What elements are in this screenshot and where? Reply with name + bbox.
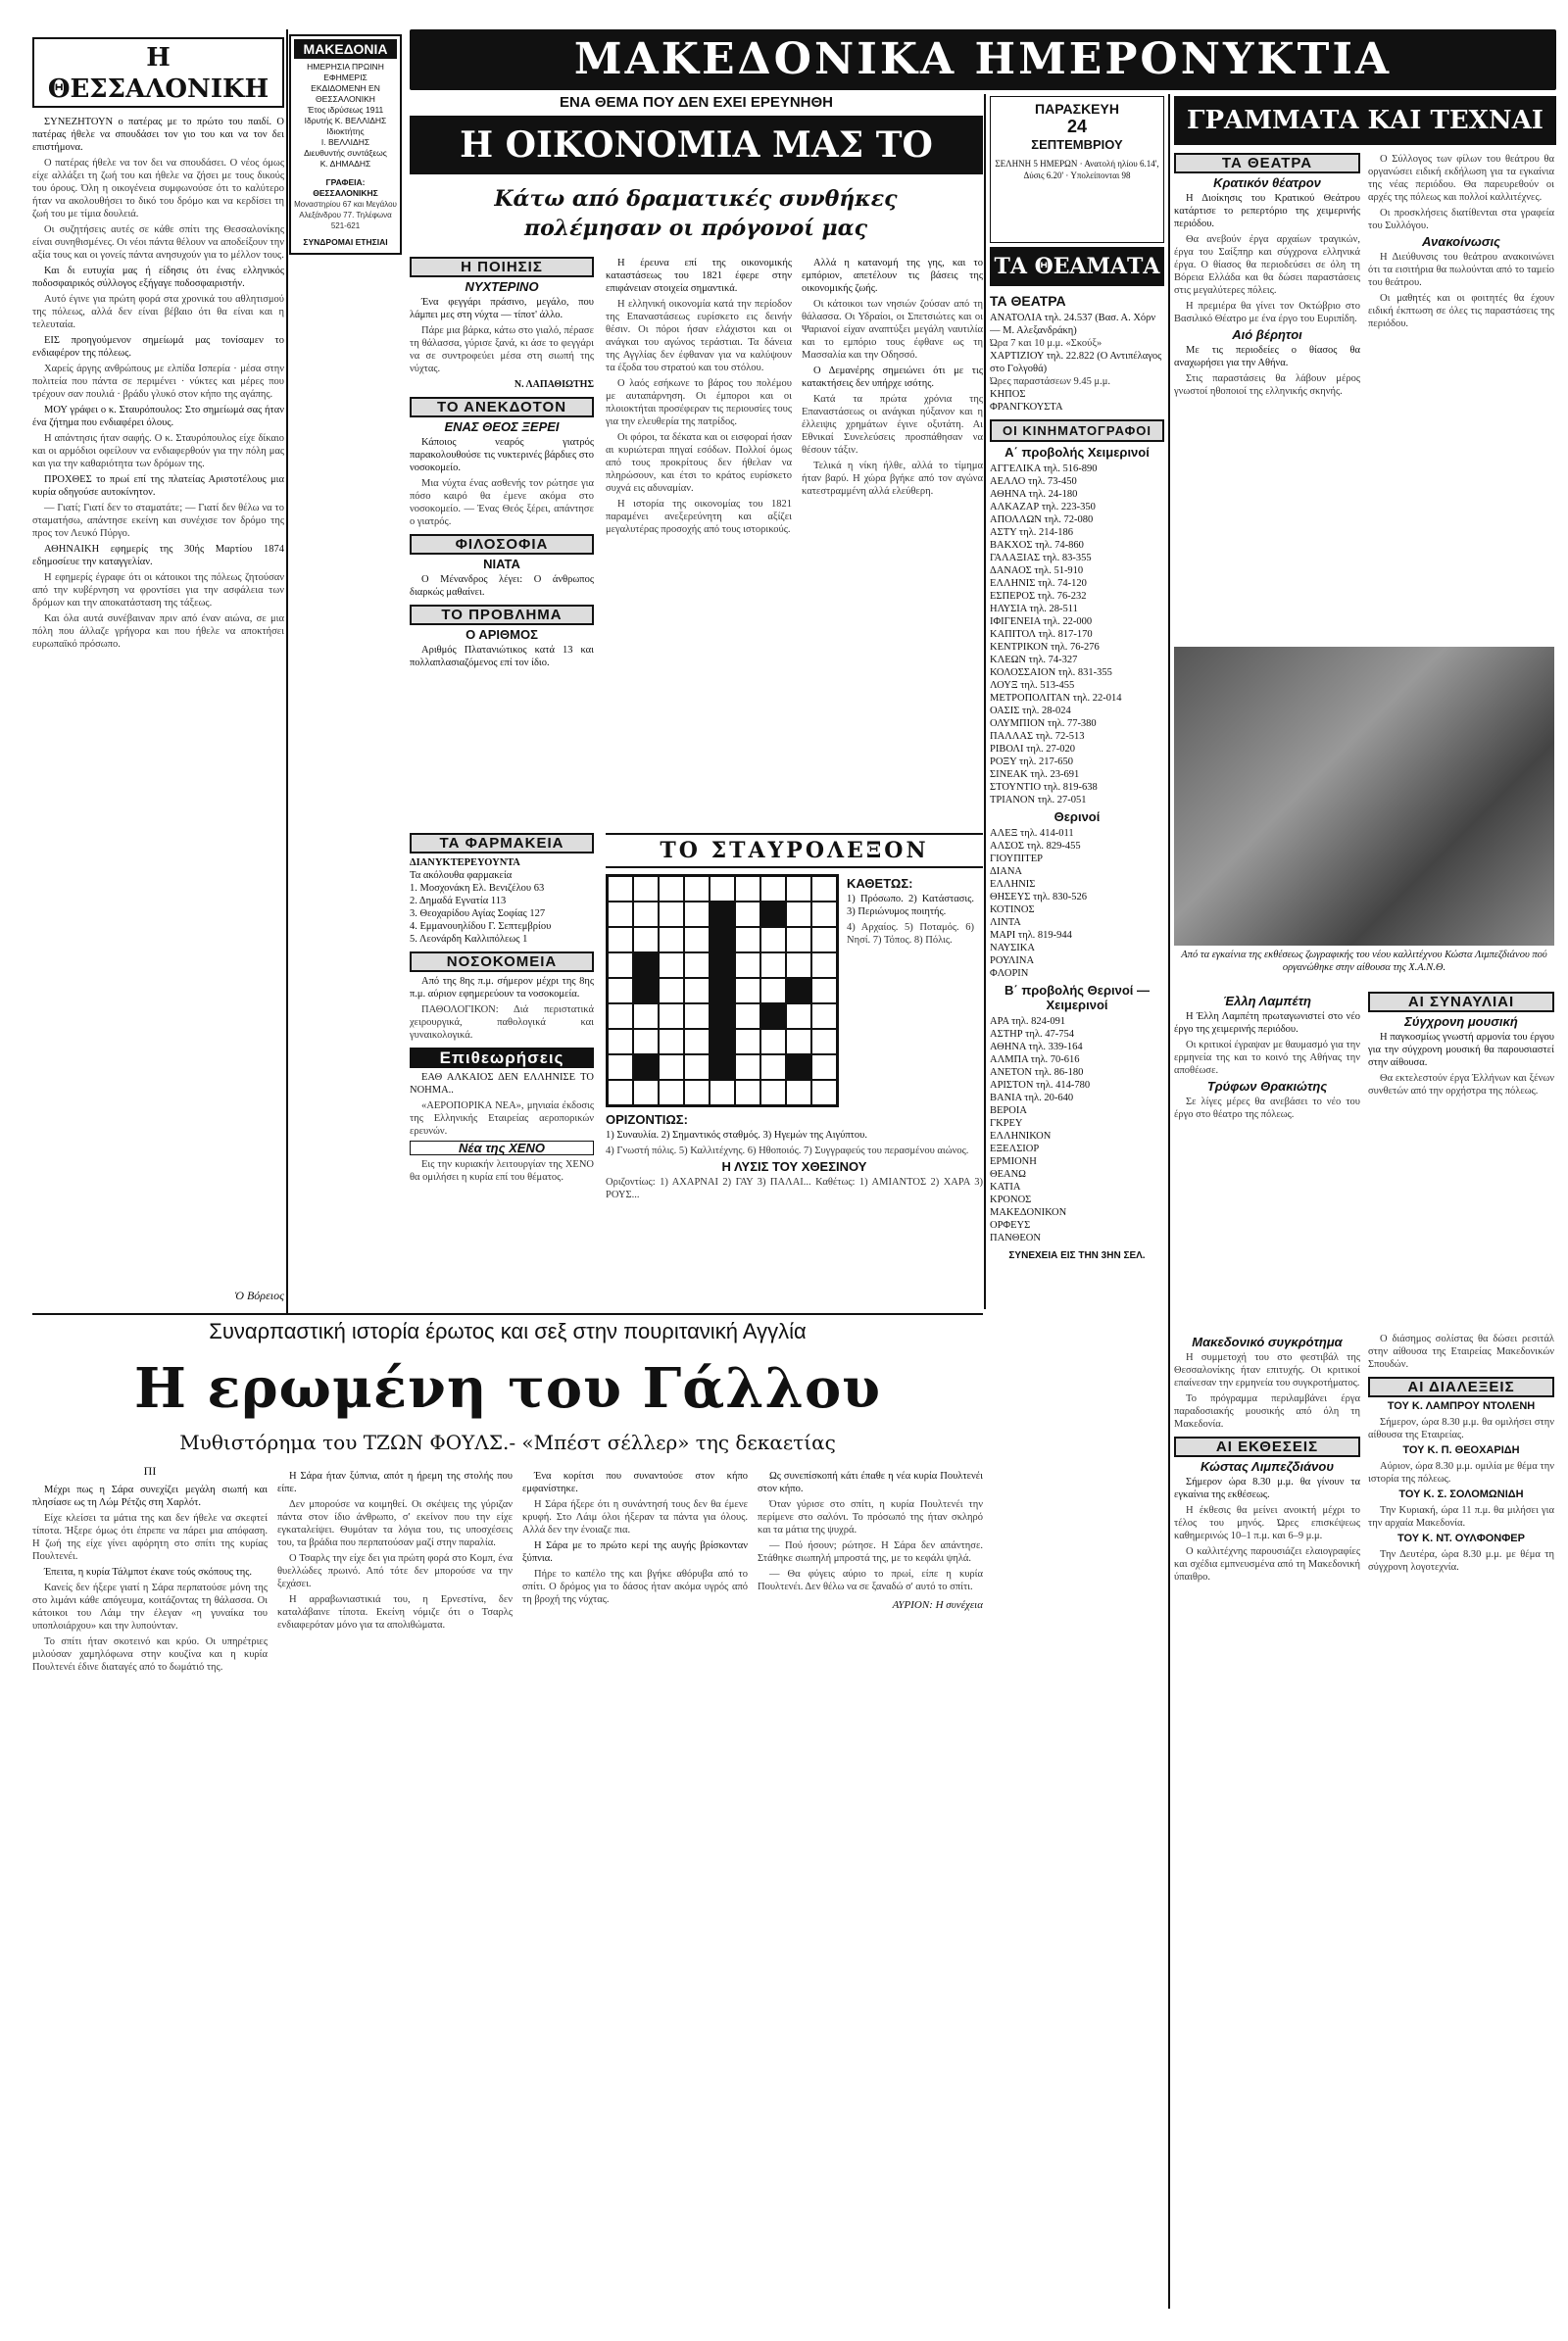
crossword-across: 1) Συναυλία. 2) Σημαντικός σταθμός. 3) Ηγεμών της Αιγύπτου. [606,1130,867,1141]
oikonomia-col-1: Η ΠΟΙΗΣΙΣ ΝΥΧΤΕΡΙΝΟ Ένα φεγγάρι πράσινο, μεγάλο, που λάμπει μες στη νύχτα — τίποτ' άλλο. Πάρε μια βάρκα, κάτω στο γιαλό, πέρασε τη θάλασσα, γύρισε ξανά, κι άσε το φεγγάρι να σε συντροφεύει μέσα στη σιωπή της νύχτας. Ν. ΛΑΠΑΘΙΩΤΗΣ ΤΟ ΑΝΕΚΔΟΤΟΝ ΕΝΑΣ ΘΕΟΣ ΞΕΡΕΙ Κάποιος νεαρός γιατρός παρακολουθούσε τις νυκτερινές βάρδιες στο νοσοκομείο. Μια νύχτα ένας ασθενής τον ρώτησε για πόσο καιρό θα έμενε ακόμα στο νοσοκομείο. — Ένας Θεός ξέρει, απάντησε ο γιατρός. ΦΙΛΟΣΟΦΙΑ ΝΙΑΤΑ Ο Μένανδρος λέγει: Ο άνθρωπος διαρκώς μαθαίνει. ΤΟ ΠΡΟΒΛΗΜΑ Ο ΑΡΙΘΜΟΣ Αριθμός Πλατανιώτικος κατά 13 και πολλαπλασιαζόμενος επί τον ίδιο. [410,259,594,668]
crossword-cell [786,1003,811,1029]
poem: Ένα φεγγάρι πράσινο, μεγάλο, που λάμπει μες στη νύχτα — τίποτ' άλλο. [410,297,594,320]
hospital-title: ΝΟΣΟΚΟΜΕΙΑ [410,951,594,972]
cinema-item: ΛΟΥΞ τηλ. 513-455 [990,680,1075,691]
second-run-cinema-item: ΑΡΙΣΤΟΝ τηλ. 414-780 [990,1080,1091,1091]
crossword-cell [633,1054,659,1080]
crossword-cell [659,1029,684,1054]
second-run-cinema-item: ΓΚΡΕΥ [990,1118,1023,1129]
right-col-e: Μακεδονικό συγκρότημα Η συμμετοχή του στο φεστιβάλ της Θεσσαλονίκης ήταν επιτυχής. Οι κριτικοί επαίνεσαν την ερμηνεία του συγκροτήματος. Το πρόγραμμα περιλαμβάνει έργα παραδοσιακής μουσικής από όλη τη Μακεδονία. ΑΙ ΕΚΘΕΣΕΙΣ Κώστας Λιμπεζδιάνου Σήμερον ώρα 8.30 μ.μ. θα γίνουν τα εγκαίνια της εκθέσεως. Η έκθεσις θα μείνει ανοικτή μέχρι το τέλος του μηνός. Ώρες επισκέψεως καθημερινώς 10–1 π.μ. και 6–9 μ.μ. Ο καλλιτέχνης παρουσιάζει ελαιογραφίες και σχέδια εμπνευσμένα από τη Μακεδονική ύπαιθρο. [1174,1335,1360,1583]
pharmacy-title: ΤΑ ΦΑΡΜΑΚΕΙΑ [410,833,594,853]
lecture-item: ΤΟΥ Κ. ΛΑΜΠΡΟΥ ΝΤΟΛΕΝΗ [1387,1400,1536,1412]
second-run-cinema-item: ΚΑΤΙΑ [990,1182,1021,1193]
crossword-cell [684,1029,710,1054]
summer-cinema-item: ΓΙΟΥΠΙΤΕΡ [990,853,1043,864]
crossword-cell [710,978,735,1003]
crossword-cell [633,876,659,902]
pharmacy-line: 3. Θεοχαρίδου Αγίας Σοφίας 127 [410,908,546,919]
crossword-cell [786,1080,811,1105]
cinema-item: ΡΟΞΥ τηλ. 217-650 [990,756,1074,767]
anecdote-text: Κάποιος νεαρός γιατρός παρακολουθούσε τις νυκτερινές βάρδιες στο νοσοκομείο. [410,437,594,473]
pharmacy-line: 4. Εμμανουηλίδου Γ. Σεπτεμβρίου [410,921,552,932]
crossword-cell [760,876,786,902]
second-subtitle: Β΄ προβολής Θερινοί — Χειμερινοί [1004,983,1150,1012]
paragraph: Έπειτα, η κυρία Τάλμποτ έκανε τούς σκόπους της. [44,1567,253,1578]
paper-line: Έτος ιδρύσεως 1911 [307,105,384,115]
cinema-item: ΚΑΠΙΤΟΛ τηλ. 817-170 [990,629,1093,640]
oikonomia-headline: Η ΟΙΚΟΝΟΜΙΑ ΜΑΣ ΤΟ [460,124,933,166]
shows-title: ΤΑ ΘΕΑΜΑΤΑ [994,254,1160,279]
crossword-cell [710,1080,735,1105]
cinema-item: ΚΕΝΤΡΙΚΟΝ τηλ. 76-276 [990,642,1100,653]
crossword-cell [710,952,735,978]
cinema-item: ΑΕΛΛΟ τηλ. 73-450 [990,476,1077,487]
oikonomia-headline-box [410,116,983,174]
reviews-title: Επιθεωρήσεις [410,1048,594,1068]
crossword-cell [811,952,837,978]
crossword-cell [760,978,786,1003]
crossword-cell [659,876,684,902]
paper-line: ΕΚΔΙΔΟΜΕΝΗ ΕΝ ΘΕΣΣΑΛΟΝΙΚΗ [311,83,380,104]
oikonomia-subhead: Κάτω από δραματικές συνθήκες πολέμησαν οι πρόγονοί μας [494,186,898,241]
right-col-b: Ο Σύλλογος των φίλων του θεάτρου θα οργανώσει ειδική εκδήλωση για τα εγκαίνια της νέας περιόδου. Θα παρευρεθούν οι αρχές της πόλεως και πολλοί καλλιτέχνες. Οι προσκλήσεις διατίθενται στα γραφεία του Συλλόγου. Ανακοίνωσις Η Διεύθυνσις του θεάτρου ανακοινώνει ότι τα εισιτήρια θα πωλούνται από το ταμείο του θεάτρου. Οι μαθητές και οι φοιτητές θα έχουν ειδική έκπτωση σε όλες τις παραστάσεις της περιόδου. [1368,154,1554,329]
crossword-cell [684,1003,710,1029]
theatre-item: ΚΗΠΟΣ [990,389,1026,400]
date-day: ΠΑΡΑΣΚΕΥΗ [1035,101,1119,117]
paragraph: Η έρευνα επί της οικονομικής καταστάσεως του 1821 έφερε στην επιφάνειαν στοιχεία σημαντικά. [606,258,792,294]
cinema-item: ΡΙΒΟΛΙ τηλ. 27-020 [990,744,1075,755]
crossword-cell [735,876,760,902]
crossword-cell [633,927,659,952]
crossword-cell [811,1003,837,1029]
oikonomia-kicker: ΕΝΑ ΘΕΜΑ ΠΟΥ ΔΕΝ ΕΧΕΙ ΕΡΕΥΝΗΘΗ [559,94,834,111]
crossword-cell [684,902,710,927]
crossword-cell [811,1080,837,1105]
exhibits-title: ΑΙ ΕΚΘΕΣΕΙΣ [1174,1437,1360,1457]
date-notes: ΣΕΛΗΝΗ 5 ΗΜΕΡΩΝ · Ανατολή ηλίου 6.14', Δύσις 6.20' · Υπολείπονται 98 [995,159,1159,180]
crossword-cell [659,902,684,927]
second-run-cinema-item: ΠΑΝΘΕΟΝ [990,1233,1041,1244]
crossword-cell [760,1080,786,1105]
crossword-cell [608,902,633,927]
crossword-cell [659,978,684,1003]
paper-line: Ιδρυτής Κ. ΒΕΛΛΙΔΗΣ [304,116,387,125]
serial-subhead: Μυθιστόρημα του ΤΖΩΝ ΦΟΥΛΣ.- «Μπέστ σέλλερ» της δεκαετίας [179,1431,836,1454]
pharmacy-line: 5. Λεονάρδη Καλλιπόλεως 1 [410,934,528,945]
paper-box: ΜΑΚΕΔΟΝΙΑ ΗΜΕΡΗΣΙΑ ΠΡΩΙΝΗ ΕΦΗΜΕΡΙΣ ΕΚΔΙΔΟΜΕΝΗ ΕΝ ΘΕΣΣΑΛΟΝΙΚΗ Έτος ιδρύσεως 1911 Ιδρυτής Κ. ΒΕΛΛΙΔΗΣ Ιδιοκτήτης Ι. ΒΕΛΛΙΔΗΣ Διευθυντής συντάξεως Κ. ΔΗΜΑΔΗΣ ΓΡΑΦΕΙΑ: ΘΕΣΣΑΛΟΝΙΚΗΣ Μοναστηρίου 67 και Μεγάλου Αλεξάνδρου 77. Τηλέφωνα 521-621 ΣΥΝΔΡΟΜΑΙ ΕΤΗΣΙΑΙ [289,34,402,255]
serial-col-2: Η Σάρα ήταν ξύπνια, απότ η ήρεμη της στολής που είπε. Δεν μπορούσε να κοιμηθεί. Οι σκέψεις της γύριζαν πάντα στον ίδιο άνθρωπο, σ' εκείνον που την είχε εγκαταλείψει. Θυμόταν τα λόγια του, τις υποσχέσεις του, τα βράδια που περπατούσαν μαζί στην παραλία. Ο Τσαρλς την είχε δει για πρώτη φορά στο Κομπ, ένα θυελλώδες πρωινό. Από τότε δεν μπορούσε να την ξεχάσει. Η αρραβωνιαστικιά του, η Ερνεστίνα, δεν καταλάβαινε τίποτα. Εκείνη νόμιζε ότι ο Τσαρλς ενδιαφερόταν μόνο για τα απολιθώματα. [277,1471,513,1631]
events-title: ΑΙ ΣΥΝΑΥΛΙΑΙ [1368,992,1554,1012]
pharmacy-line: 2. Δημαδά Εγνατία 113 [410,896,507,906]
crossword-cell [786,1054,811,1080]
second-run-cinema-item: ΒΕΡΟΙΑ [990,1105,1027,1116]
right-col-c: Έλλη Λαμπέτη Η Έλλη Λαμπέτη πρωταγωνιστεί στο νέο έργο της χειμερινής περιόδου. Οι κριτικοί έγραψαν με θαυμασμό για την ερμηνεία της και το κοινό της Αθήνας την αποθέωσε. Τρύφων Θρακιώτης Σε λίγες μέρες θα ανεβάσει το νέο του έργο στο θέατρο της πόλεως. [1174,994,1360,1120]
crossword-title: ΤΟ ΣΤΑΥΡΟΛΕΞΟΝ [606,833,983,868]
summer-cinema-item: ΑΛΕΞ τηλ. 414-011 [990,828,1074,839]
crossword: ΤΟ ΣΤΑΥΡΟΛΕΞΟΝ ΚΑΘΕΤΩΣ: 1) Πρόσωπο. 2) Κατάστασις. 3) Περιώνυμος ποιητής. 4) Αρχαίος. 5) Ποταμός. 6) Νησί. 7) Τόπος. 8) Πόλις. ΟΡΙΖΟΝΤΙΩΣ: 1) Συναυλία. 2) Σημαντικός σταθμός. 3) Ηγεμών της Αιγύπτου. 4) Γνωστή πόλις. 5) Καλλιτέχνης. 6) Ηθοποιός. 7) Συγγραφεύς του περασμένου αιώνος. Η ΛΥΣΙΣ ΤΟΥ ΧΘΕΣΙΝΟΥ Οριζοντίως: 1) ΑΧΑΡΝΑΙ 2) ΓΑΥ 3) ΠΑΛΑΙ... Καθέτως: 1) ΑΜΙΑΝΤΟΣ 2) ΧΑΡΑ 3) ΡΟΥΣ... [606,833,983,1311]
crossword-cell [760,1054,786,1080]
right-headline: ΓΡΑΜΜΑΤΑ ΚΑΙ ΤΕΧΝΑΙ [1187,106,1544,135]
crossword-cell [684,1080,710,1105]
right-col-d: ΑΙ ΣΥΝΑΥΛΙΑΙ Σύγχρονη μουσική Η παγκοσμίως γνωστή αρμονία του έργου για την σύγχρονη μουσική θα παρουσιαστεί στην αίθουσα. Θα εκτελεστούν έργα Έλλήνων και ξένων συνθετών από την ορχήστρα της πόλεως. [1368,994,1554,1097]
pharmacy-line: ΔΙΑΝΥΚΤΕΡΕΥΟΥΝΤΑ [410,857,520,868]
xeno-title: Νέα της ΧΕΝΟ [410,1141,594,1155]
crossword-cell [633,1003,659,1029]
cinema-item: ΑΘΗΝΑ τηλ. 24-180 [990,489,1078,500]
exhibition-photo [1174,647,1554,946]
masthead-title: ΜΑΚΕΔΟΝΙΚΑ ΗΜΕΡΟΝΥΚΤΙΑ [573,34,1393,84]
crossword-cell [735,1003,760,1029]
paragraph: Ως συνεπίσκοπή κάτι έπαθε η νέα κυρία Πουλτενέι στον κήπο. [758,1471,983,1494]
paragraph: ΑΘΗΝΑΙΚΗ εφημερίς της 30ής Μαρτίου 1874 εδημοσίευε την καταγγελίαν. [32,544,284,567]
second-run-cinema-item: ΜΑΚΕΔΟΝΙΚΟΝ [990,1207,1067,1218]
serial-chapter: ΠΙ [143,1464,157,1478]
crossword-cell [760,927,786,952]
philosophy-title: ΦΙΛΟΣΟΦΙΑ [410,534,594,555]
crossword-cell [786,1029,811,1054]
crossword-cell [684,952,710,978]
cinema-item: ΑΓΓΕΛΙΚΑ τηλ. 516-890 [990,463,1098,474]
second-run-cinema-item: ΒΑΝΙΑ τηλ. 20-640 [990,1093,1074,1103]
crossword-cell [735,927,760,952]
summer-cinema-item: ΑΛΣΟΣ τηλ. 829-455 [990,841,1081,852]
crossword-grid [606,874,839,1107]
crossword-down: 1) Πρόσωπο. 2) Κατάστασις. 3) Περιώνυμος ποιητής. [847,894,974,917]
cinema-item: ΒΑΚΧΟΣ τηλ. 74-860 [990,540,1084,551]
theatre-item: ΑΝΑΤΟΛΙΑ τηλ. 24.537 (Βασ. Α. Χόρν — Μ. Αλεξανδράκη) [990,313,1156,336]
right-sub: Αιό βέρητοι [1232,327,1302,342]
left-column-text: ΣΥΝΕΖΗΤΟΥΝ ο πατέρας με το πρώτο του παιδί. Ο πατέρας ήθελε να σπουδάσει τον γιο του και να τον δει επιστήμονα. Ο πατέρας ήθελε να τον δει να σπουδάσει. Ο νέος όμως είχε αλλάξει τη ζωή του και ήθελε να ζήσει με τους δικούς του όρους. Όλη η οικογένεια συμφωνούσε ότι το καλύτερο ήταν να ακολουθήσει το δικό του δρόμο και να κερδίσει τη ζωή του με τίμια δουλειά. Οι συζητήσεις αυτές σε κάθε σπίτι της Θεσσαλονίκης είναι συνηθισμένες. Οι νέοι πάντα θέλουν να αποδείξουν την αξία τους και οι γονείς πάντα ανησυχούν για το μέλλον τους. Και δι ευτυχία μας ή είδησις ότι ένας ελληνικός ποδοσφαιρικός σύλλογος εξήγαγε ποδοσφαιριστήν. Αυτό έγινε για πρώτη φορά στα χρονικά του αθλητισμού της πόλεως, αλλά δεν είναι βέβαιο ότι θα είναι και η τελευταία. ΕΙΣ προηγούμενον σημείωμά μας τονίσαμεν το ενδιαφέρον της πόλεως. Χαρείς άργης ανθρώπους με ελπίδα Ισπερία · μέσα στην πολιτεία που πάντα σε περιμένει · νύκτες και μέρες που τρέχουν σαν πουλιά · βράδυ γλυκό στον κήπο της αγάπης. ΜΟΥ γράφει ο κ. Σταυρόπουλος: Στο σημείωμά σας ήταν ένα ζήτημα που ενδιαφέρει όλους. Η απάντησις ήταν σαφής. Ο κ. Σταυρόπουλος είχε δίκαιο και οι αρμόδιοι οφείλουν να ενδιαφερθούν για την πόλη μας και για την καθαριότητα των δρόμων της. ΠΡΟΧΘΕΣ το πρωί επί της πλατείας Αριστοτέλους μια κυρία οδηγούσε αυτοκίνητον. — Γιατί; Γιατί δεν το σταματάτε; — Γιατί δεν θέλω να το σταματήσω, απάντησε εκείνη και συνέχισε τον δρόμο της προς τον Λευκό Πύργο. ΑΘΗΝΑΙΚΗ εφημερίς της 30ής Μαρτίου 1874 εδημοσίευε την καταγγελίαν. Η εφημερίς έγραφε ότι οι κάτοικοι της πόλεως ζητούσαν από την κυβέρνηση να φροντίσει για την ασφάλεια των δρόμων και την αποκατάσταση της τάξεως. Και όλα αυτά συνέβαιναν πριν από έναν αιώνα, σε μια πόλη που άλλαζε γρήγορα και που ήθελε να αποκτήσει ευρωπαϊκό πρόσωπο. [32,117,284,650]
left-headline-box [32,37,284,108]
shows-column: ΤΑ ΘΕΑΤΡΑ ΑΝΑΤΟΛΙΑ τηλ. 24.537 (Βασ. Α. Χόρν — Μ. Αλεξανδράκη) Ώρα 7 και 10 μ.μ. «Σκούξ» ΧΑΡΤΙΖΙΟΥ τηλ. 22.822 (Ο Αντιπέλαγος στο Γολγοθά) Ώρες παραστάσεων 9.45 μ.μ. ΚΗΠΟΣ ΦΡΑΝΓΚΟΥΣΤΑ ΟΙ ΚΙΝΗΜΑΤΟΓΡΑΦΟΙ Α΄ προβολής Χειμερινοί ΑΓΓΕΛΙΚΑ τηλ. 516-890 ΑΕΛΛΟ τηλ. 73-450 ΑΘΗΝΑ τηλ. 24-180 ΑΛΚΑΖΑΡ τηλ. 223-350 ΑΠΟΛΛΩΝ τηλ. 72-080 ΑΣΤΥ τηλ. 214-186 ΒΑΚΧΟΣ τηλ. 74-860 ΓΑΛΑΞΙΑΣ τηλ. 83-355 ΔΑΝΑΟΣ τηλ. 51-910 ΕΛΛΗΝΙΣ τηλ. 74-120 ΕΣΠΕΡΟΣ τηλ. 76-232 ΗΛΥΣΙΑ τηλ. 28-511 ΙΦΙΓΕΝΕΙΑ τηλ. 22-000 ΚΑΠΙΤΟΛ τηλ. 817-170 ΚΕΝΤΡΙΚΟΝ τηλ. 76-276 ΚΛΕΩΝ τηλ. 74-327 ΚΟΛΟΣΣΑΙΟΝ τηλ. 831-355 ΛΟΥΞ τηλ. 513-455 ΜΕΤΡΟΠΟΛΙΤΑΝ τηλ. 22-014 ΟΑΣΙΣ τηλ. 28-024 ΟΛΥΜΠΙΟΝ τηλ. 77-380 ΠΑΛΛΑΣ τηλ. 72-513 ΡΙΒΟΛΙ τηλ. 27-020 ΡΟΞΥ τηλ. 217-650 ΣΙΝΕΑΚ τηλ. 23-691 ΣΤΟΥΝΤΙΟ τηλ. 819-638 ΤΡΙΑΝΟΝ τηλ. 27-051 Θερινοί ΑΛΕΞ τηλ. 414-011 ΑΛΣΟΣ τηλ. 829-455 ΓΙΟΥΠΙΤΕΡ ΔΙΑΝΑ ΕΛΛΗΝΙΣ ΘΗΣΕΥΣ τηλ. 830-526 ΚΟΤΙΝΟΣ ΛΙΝΤΑ ΜΑΡΙ τηλ. 819-944 ΝΑΥΣΙΚΑ ΡΟΥΛΙΝΑ ΦΛΟΡΙΝ Β΄ προβολής Θερινοί — Χειμερινοί ΑΡΑ τηλ. 824-091 ΑΣΤΗΡ τηλ. 47-754 ΑΘΗΝΑ τηλ. 339-164 ΑΛΜΠΑ τηλ. 70-616 ΑΝΕΤΟΝ τηλ. 86-180 ΑΡΙΣΤΟΝ τηλ. 414-780 ΒΑΝΙΑ τηλ. 20-640 ΒΕΡΟΙΑ ΓΚΡΕΥ ΕΛΛΗΝΙΚΟΝ ΕΞΕΛΣΙΟΡ ΕΡΜΙΟΝΗ ΘΕΑΝΩ ΚΑΤΙΑ ΚΡΟΝΟΣ ΜΑΚΕΔΟΝΙΚΟΝ ΟΡΦΕΥΣ ΠΑΝΘΕΟΝ ΣΥΝΕΧΕΙΑ ΕΙΣ ΤΗΝ 3ΗΝ ΣΕΛ. [990,290,1164,2309]
summer-cinema-item: ΘΗΣΕΥΣ τηλ. 830-526 [990,892,1088,902]
lecture-item: ΤΟΥ Κ. Σ. ΣΟΛΟΜΩΝΙΔΗ [1398,1488,1524,1500]
crossword-cell [735,952,760,978]
poet-name: Ν. ΛΑΠΑΘΙΩΤΗΣ [514,379,594,390]
serial-headline: Η ερωμένη του Γάλλου [133,1356,882,1421]
crossword-cell [760,952,786,978]
cinema-item: ΟΛΥΜΠΙΟΝ τηλ. 77-380 [990,718,1097,729]
paper-line: Διευθυντής συντάξεως [304,148,387,158]
anecdote-title: ΤΟ ΑΝΕΚΔΟΤΟΝ [410,397,594,417]
summer-cinema-item: ΜΑΡΙ τηλ. 819-944 [990,930,1072,941]
paragraph: Η Σάρα με το πρώτο κερί της αυγής βρίσκονταν ξύπνια. [522,1540,748,1564]
crossword-cell [811,876,837,902]
crossword-cell [710,902,735,927]
summer-subtitle: Θερινοί [1054,809,1101,824]
oikonomia-col-3: Αλλά η κατανομή της γης, και το εμπόριον, απετέλουν τις βάσεις της οικονομικής ζωής. Οι κάτοικοι των νησιών ζούσαν από τη θάλασσα. Οι Υδραίοι, οι Σπετσιώτες και οι Ψαριανοί είχαν αναπτύξει μεγάλη ναυτιλία και το εμπόριο τους έφθανε ως τη Μασσαλία και την Οδησσό. Ο Δεμανέρης σημειώνει ότι με τις κατακτήσεις δεν υπήρχε ισότης. Κατά τα πρώτα χρόνια της Επαναστάσεως οι ανάγκαι ηύξανον και η έλλειψις χρημάτων έγινε οξυτάτη. Αι Εθνικαί Συνελεύσεις προσπάθησαν να θέσουν τάξιν. Τελικά η νίκη ήλθε, αλλά το τίμημα ήταν βαρύ. Η χώρα βγήκε από τον αγώνα κατεστραμμένη αλλά ελεύθερη. [802,258,983,497]
second-run-cinema-item: ΑΘΗΝΑ τηλ. 339-164 [990,1042,1083,1052]
second-run-cinema-item: ΑΡΑ τηλ. 824-091 [990,1016,1066,1027]
crossword-cell [684,978,710,1003]
paragraph: Αλλά η κατανομή της γης, και το εμπόριον, απετέλουν τις βάσεις της οικονομικής ζωής. [802,258,983,294]
crossword-solution-title: Η ΛΥΣΙΣ ΤΟΥ ΧΘΕΣΙΝΟΥ [721,1159,867,1174]
crossword-cell [608,978,633,1003]
date-number: 24 [1066,117,1088,136]
cinemas-subtitle: Α΄ προβολής Χειμερινοί [1004,445,1150,460]
crossword-cell [735,978,760,1003]
crossword-cell [684,876,710,902]
crossword-cell [608,1080,633,1105]
right-sub: Τρύφων Θρακιώτης [1206,1079,1328,1094]
theatre-item: ΧΑΡΤΙΖΙΟΥ τηλ. 22.822 (Ο Αντιπέλαγος στο Γολγοθά) [990,351,1162,374]
crossword-cell [633,1029,659,1054]
right-col-f: Ο διάσημος σολίστας θα δώσει ρεσιτάλ στην αίθουσα της Εταιρείας Μακεδονικών Σπουδών. ΑΙ ΔΙΑΛΕΞΕΙΣ ΤΟΥ Κ. ΛΑΜΠΡΟΥ ΝΤΟΛΕΝΗ Σήμερον, ώρα 8.30 μ.μ. θα ομιλήσει στην αίθουσα της Εταιρείας. ΤΟΥ Κ. Π. ΘΕΟΧΑΡΙΔΗ Αύριον, ώρα 8.30 μ.μ. ομιλία με θέμα την ιστορία της πόλεως. ΤΟΥ Κ. Σ. ΣΟΛΟΜΩΝΙΔΗ Την Κυριακή, ώρα 11 π.μ. θα μιλήσει για την αρχαία Μακεδονία. ΤΟΥ Κ. ΝΤ. ΟΥΛΦΟΝΦΕΡ Την Δευτέρα, ώρα 8.30 μ.μ. με θέμα τη σύγχρονη λογοτεχνία. [1368,1334,1554,1573]
crossword-cell [735,902,760,927]
cinema-item: ΗΛΥΣΙΑ τηλ. 28-511 [990,604,1078,614]
paragraph: Και δι ευτυχία μας ή είδησις ότι ένας ελληνικός ποδοσφαιρικός σύλλογος εξήγαγε ποδοσφαιριστήν. [32,266,284,289]
crossword-cell [633,902,659,927]
cinema-item: ΓΑΛΑΞΙΑΣ τηλ. 83-355 [990,553,1092,563]
paper-line: ΣΥΝΔΡΟΜΑΙ ΕΤΗΣΙΑΙ [303,237,388,247]
shows-continued: ΣΥΝΕΧΕΙΑ ΕΙΣ ΤΗΝ 3ΗΝ ΣΕΛ. [1008,1250,1146,1261]
crossword-cell [633,978,659,1003]
summer-cinema-item: ΔΙΑΝΑ [990,866,1022,877]
masthead-banner [410,29,1556,90]
crossword-down-title: ΚΑΘΕΤΩΣ: [847,876,913,891]
crossword-cell [633,1080,659,1105]
problem-title: ΤΟ ΠΡΟΒΛΗΜΑ [410,605,594,625]
oikonomia-col-2: Η έρευνα επί της οικονομικής καταστάσεως του 1821 έφερε στην επιφάνειαν στοιχεία σημαντικά. Η ελληνική οικονομία κατά την περίοδον της Επαναστάσεως ευρίσκετο εις δεινήν θέσιν. Οι πόροι ήσαν ελάχιστοι και οι ανάγκαι του αγώνος τεράστιαι. Τα δάνεια της Αγγλίας δεν έφθαναν για να καλύψουν τα έξοδα του στρατού και του στόλου. Ο λαός εσήκωνε το βάρος του πολέμου με αυταπάρνηση. Οι έμποροι και οι πλοιοκτήται προσέφεραν τις περιουσίες τους για την ελευθερία της πατρίδος. Οι φόροι, τα δέκατα και οι εισφοραί ήσαν αι κυριώτεραι πηγαί εσόδων. Πολλοί όμως από τους προκρίτους δεν ήθελαν να πληρώσουν, και έτσι το κράτος ευρίσκετο συχνά εις αδυναμίαν. Η ιστορία της οικονομίας του 1821 παραμένει ανεξερεύνητη και αξίζει μεγαλυτέρας προσοχής από τους ιστορικούς. [606,258,792,535]
paragraph: ΠΡΟΧΘΕΣ το πρωί επί της πλατείας Αριστοτέλους μια κυρία οδηγούσε αυτοκίνητον. [32,474,284,498]
crossword-cell [684,927,710,952]
paragraph: Η Έλλη Λαμπέτη πρωταγωνιστεί στο νέο έργο της χειμερινής περιόδου. [1174,1011,1360,1035]
crossword-cell [811,902,837,927]
lecture-item: ΤΟΥ Κ. ΝΤ. ΟΥΛΦΟΝΦΕΡ [1397,1533,1525,1544]
crossword-cell [710,1054,735,1080]
summer-cinema-item: ΚΟΤΙΝΟΣ [990,904,1035,915]
cinema-item: ΣΙΝΕΑΚ τηλ. 23-691 [990,769,1080,780]
philosophy-subtitle: ΝΙΑΤΑ [483,557,520,571]
cinema-item: ΣΤΟΥΝΤΙΟ τηλ. 819-638 [990,782,1098,793]
serial-next: ΑΥΡΙΟΝ: Η συνέχεια [892,1599,983,1611]
paper-line: ΓΡΑΦΕΙΑ: ΘΕΣΣΑΛΟΝΙΚΗΣ [313,177,378,198]
pharmacy-line: Τα ακόλουθα φαρμακεία [410,870,513,881]
serial-col-1: Μέχρι πως η Σάρα συνεχίζει μεγάλη σιωπή και πλησίασε ως τη Λώμ Ρέτζις στη Χαρλότ. Είχε κλείσει τα μάτια της και δεν ήθελε να σκεφτεί τίποτα. Ήξερε όμως ότι έπρεπε να πάρει μια απόφαση. Η ζωή της είχε γίνει αφόρητη στο σπίτι της κυρίας Πουλτενέι. Έπειτα, η κυρία Τάλμποτ έκανε τούς σκόπους της. Κανείς δεν ήξερε γιατί η Σάρα περπατούσε μόνη της στο λιμάνι κάθε απόγευμα, κοιτάζοντας τη θάλασσα. Οι κάτοικοι του Λάιμ την έλεγαν «η γυναίκα του υποπλοιάρχου» και την λυπούνταν. Το σπίτι ήταν σκοτεινό και κρύο. Οι υπηρέτριες μιλούσαν χαμηλόφωνα στην κουζίνα και η κυρία Πουλτενέι έδινε διαταγές από το δωμάτιό της. [32,1485,268,1673]
cinema-item: ΑΛΚΑΖΑΡ τηλ. 223-350 [990,502,1096,512]
crossword-cell [786,876,811,902]
shows-title-box [990,247,1164,286]
paragraph: ΕΙΣ προηγούμενον σημείωμά μας τονίσαμεν το ενδιαφέρον της πόλεως. [32,335,284,359]
paragraph: Η Σάρα ήταν ξύπνια, απότ η ήρεμη της στολής που είπε. [277,1471,513,1494]
summer-cinema-item: ΕΛΛΗΝΙΣ [990,879,1036,890]
crossword-cell [735,1054,760,1080]
cinema-item: ΙΦΙΓΕΝΕΙΑ τηλ. 22-000 [990,616,1093,627]
serial-col-3: Ένα κορίτσι που συναντούσε στον κήπο εμφανίστηκε. Η Σάρα ήξερε ότι η συνάντησή τους δεν θα έμενε κρυφή. Στο Λάιμ όλοι ήξεραν τα πάντα για όλους. Αλλά δεν την ένοιαζε πια. Η Σάρα με το πρώτο κερί της αυγής βρίσκονταν ξύπνια. Πήρε το καπέλο της και βγήκε αθόρυβα από το σπίτι. Ο δρόμος για το δάσος ήταν ακόμα υγρός από τη βροχή της νύχτας. [522,1471,748,1605]
paragraph: Ένα κορίτσι που συναντούσε στον κήπο εμφανίστηκε. [522,1471,748,1494]
crossword-cell [608,1054,633,1080]
paper-line: Ιδιοκτήτης [326,126,365,136]
crossword-cell [608,1029,633,1054]
second-run-cinema-item: ΚΡΟΝΟΣ [990,1195,1032,1205]
crossword-cell [760,1029,786,1054]
right-sub: Κώστας Λιμπεζδιάνου [1200,1459,1335,1474]
cinema-item: ΤΡΙΑΝΟΝ τηλ. 27-051 [990,795,1087,805]
second-run-cinema-item: ΘΕΑΝΩ [990,1169,1026,1180]
paragraph: Η Διοίκησις του Κρατικού Θεάτρου κατάρτισε το ρεπερτόριο της χειμερινής περιόδου. [1174,193,1360,229]
crossword-cell [811,978,837,1003]
second-run-cinema-item: ΕΞΕΛΣΙΟΡ [990,1144,1040,1154]
pharmacy-line: 1. Μοσχονάκη Ελ. Βενιζέλου 63 [410,883,545,894]
paper-line: ΗΜΕΡΗΣΙΑ ΠΡΩΙΝΗ ΕΦΗΜΕΡΙΣ [307,62,384,82]
right-sub: Σύγχρονη μουσική [1404,1014,1518,1029]
poetry-subtitle: ΝΥΧΤΕΡΙΝΟ [465,279,539,294]
crossword-cell [710,927,735,952]
right-sub: Κρατικόν θέατρον [1213,175,1321,190]
left-headline: Η ΘΕΣΣΑΛΟΝΙΚΗ [47,43,270,104]
cinema-item: ΑΠΟΛΛΩΝ τηλ. 72-080 [990,514,1094,525]
crossword-cell [659,952,684,978]
cinema-item: ΜΕΤΡΟΠΟΛΙΤΑΝ τηλ. 22-014 [990,693,1122,704]
crossword-cell [760,902,786,927]
paper-line: Ι. ΒΕΛΛΙΔΗΣ [320,137,370,147]
crossword-cell [633,952,659,978]
cinemas-title: ΟΙ ΚΙΝΗΜΑΤΟΓΡΑΦΟΙ [990,419,1164,442]
photo-caption: Από τα εγκαίνια της εκθέσεως ζωγραφικής του νέου καλλιτέχνου Κώστα Λιμπεζδιάνου πού οργανώθηκε στην αίθουσα της Χ.Α.Ν.Θ. [1181,950,1547,973]
cinema-item: ΚΟΛΟΣΣΑΙΟΝ τηλ. 831-355 [990,667,1112,678]
middle-lower-col: ΤΑ ΦΑΡΜΑΚΕΙΑ ΔΙΑΝΥΚΤΕΡΕΥΟΥΝΤΑ Τα ακόλουθα φαρμακεία 1. Μοσχονάκη Ελ. Βενιζέλου 63 2. Δημαδά Εγνατία 113 3. Θεοχαρίδου Αγίας Σοφίας 127 4. Εμμανουηλίδου Γ. Σεπτεμβρίου 5. Λεονάρδη Καλλιπόλεως 1 ΝΟΣΟΚΟΜΕΙΑ Από της 8ης π.μ. σήμερον μέχρι της 8ης π.μ. αύριον εφημερεύουν τα νοσοκομεία. ΠΑΘΟΛΟΓΙΚΟΝ: Διά περιστατικά χειρουργικά, παθολογικά και γυναικολογικά. Επιθεωρήσεις ΕΑΘ ΑΛΚΑΙΟΣ ΔΕΝ ΕΛΛΗΝΙΣΕ ΤΟ ΝΟΗΜΑ.. «ΑΕΡΟΠΟΡΙΚΑ ΝΕΑ», μηνιαία έκδοσις της Ελληνικής Εταιρείας αεροπορικών ερευνών. Νέα της ΧΕΝΟ Εις την κυριακήν λειτουργίαν της ΧΕΝΟ θα ομιλήσει η κυρία επί του θέματος. [410,835,594,1183]
cinema-item: ΚΛΕΩΝ τηλ. 74-327 [990,655,1078,665]
crossword-cell [659,1080,684,1105]
right-col-a: ΤΑ ΘΕΑΤΡΑ Κρατικόν θέατρον Η Διοίκησις του Κρατικού Θεάτρου κατάρτισε το ρεπερτόριο της χειμερινής περιόδου. Θα ανεβούν έργα αρχαίων τραγικών, έργα του Σαίξπηρ και σύγχρονα ελληνικά έργα. Ο θίασος θα περιοδεύσει σε όλη τη Βόρεια Ελλάδα και θα δώσει παραστάσεις στις μεγαλύτερες πόλεις. Η πρεμιέρα θα γίνει τον Οκτώβριο στο Βασιλικό Θέατρο με ένα έργο του Ευριπίδη. Αιό βέρητοι Με τις περιοδείες ο θίασος θα αναχωρήσει για την Αθήνα. Στις παραστάσεις θα λάβουν μέρος γνωστοί ηθοποιοί της ελληνικής σκηνής. [1174,155,1360,397]
right-sub: Μακεδονικό συγκρότημα [1192,1335,1343,1349]
hospital-text: Από της 8ης π.μ. σήμερον μέχρι της 8ης π.μ. αύριον εφημερεύουν τα νοσοκομεία. [410,976,594,1000]
paragraph: Σήμερον ώρα 8.30 μ.μ. θα γίνουν τα εγκαίνια της εκθέσεως. [1174,1477,1360,1500]
crossword-cell [735,1029,760,1054]
second-run-cinema-item: ΟΡΦΕΥΣ [990,1220,1031,1231]
theatres-title: ΤΑ ΘΕΑΤΡΑ [990,293,1066,309]
lectures-title: ΑΙ ΔΙΑΛΕΞΕΙΣ [1368,1377,1554,1397]
crossword-cell [710,1003,735,1029]
summer-cinema-item: ΛΙΝΤΑ [990,917,1021,928]
theatre-item: ΦΡΑΝΓΚΟΥΣΤΑ [990,402,1063,413]
summer-cinema-item: ΡΟΥΛΙΝΑ [990,955,1035,966]
second-run-cinema-item: ΕΡΜΙΟΝΗ [990,1156,1037,1167]
right-theatre-title: ΤΑ ΘΕΑΤΡΑ [1174,153,1360,173]
crossword-across-title: ΟΡΙΖΟΝΤΙΩΣ: [606,1112,688,1127]
lecture-item: ΤΟΥ Κ. Π. ΘΕΟΧΑΡΙΔΗ [1402,1444,1520,1456]
cinema-item: ΕΣΠΕΡΟΣ τηλ. 76-232 [990,591,1087,602]
crossword-cell [608,952,633,978]
paragraph: Ο Δεμανέρης σημειώνει ότι με τις κατακτήσεις δεν υπήρχε ισότης. [802,366,983,389]
problem-subtitle: Ο ΑΡΙΘΜΟΣ [466,627,538,642]
crossword-cell [811,1054,837,1080]
crossword-cell [608,927,633,952]
reviews-text: ΕΑΘ ΑΛΚΑΙΟΣ ΔΕΝ ΕΛΛΗΝΙΣΕ ΤΟ ΝΟΗΜΑ.. [410,1072,594,1096]
crossword-cell [608,1003,633,1029]
date-box [990,96,1164,243]
crossword-cell [811,927,837,952]
serial-kicker: Συναρπαστική ιστορία έρωτος και σεξ στην πουριτανική Αγγλία [209,1319,807,1343]
paper-line: Κ. ΔΗΜΑΔΗΣ [319,159,371,169]
right-headline-box [1174,96,1556,145]
second-run-cinema-item: ΑΝΕΤΟΝ τηλ. 86-180 [990,1067,1084,1078]
cinema-item: ΔΑΝΑΟΣ τηλ. 51-910 [990,565,1084,576]
crossword-cell [760,1003,786,1029]
paragraph: Με τις περιοδείες ο θίασος θα αναχωρήσει για την Αθήνα. [1174,345,1360,368]
date-month: ΣΕΠΤΕΜΒΡΙΟΥ [1031,137,1123,152]
crossword-cell [786,927,811,952]
right-sub: Έλλη Λαμπέτη [1223,994,1311,1008]
crossword-cell [659,1003,684,1029]
crossword-cell [710,1029,735,1054]
crossword-cell [786,978,811,1003]
paper-name: ΜΑΚΕΔΟΝΙΑ [294,39,397,59]
second-run-cinema-item: ΑΛΜΠΑ τηλ. 70-616 [990,1054,1080,1065]
paragraph: ΣΥΝΕΖΗΤΟΥΝ ο πατέρας με το πρώτο του παιδί. Ο πατέρας ήθελε να σπουδάσει τον γιο του και να τον δει επιστήμονα. [32,117,284,153]
paragraph: Η παγκοσμίως γνωστή αρμονία του έργου για την σύγχρονη μουσική θα παρουσιαστεί στην αίθουσα. [1368,1032,1554,1068]
cinema-item: ΠΑΛΛΑΣ τηλ. 72-513 [990,731,1085,742]
crossword-cell [659,927,684,952]
crossword-cell [684,1054,710,1080]
crossword-cell [659,1054,684,1080]
cinema-item: ΟΑΣΙΣ τηλ. 28-024 [990,706,1071,716]
cinema-item: ΕΛΛΗΝΙΣ τηλ. 74-120 [990,578,1087,589]
crossword-cell [786,952,811,978]
crossword-cell [786,902,811,927]
crossword-cell [735,1080,760,1105]
crossword-cell [608,876,633,902]
summer-cinema-item: ΝΑΥΣΙΚΑ [990,943,1035,953]
philosophy-text: Ο Μένανδρος λέγει: Ο άνθρωπος διαρκώς μαθαίνει. [410,574,594,598]
summer-cinema-item: ΦΛΟΡΙΝ [990,968,1029,979]
second-run-cinema-item: ΑΣΤΗΡ τηλ. 47-754 [990,1029,1074,1040]
serial-col-4: Ως συνεπίσκοπή κάτι έπαθε η νέα κυρία Πουλτενέι στον κήπο. Όταν γύρισε στο σπίτι, η κυρία Πουλτενέι την περίμενε στο σαλόνι. Το πρόσωπό της ήταν σκληρό και τα μάτια της ψυχρά. — Πού ήσουν; ρώτησε. Η Σάρα δεν απάντησε. Στάθηκε σιωπηλή μπροστά της, με το κεφάλι ψηλά. — Θα φύγεις αύριο το πρωί, είπε η κυρία Πουλτενέι. Δεν θέλω να σε ξαναδώ σ' αυτό το σπίτι. ΑΥΡΙΟΝ: Η συνέχεια [758,1471,983,1611]
cinema-item: ΑΣΤΥ τηλ. 214-186 [990,527,1073,538]
paragraph: ΜΟΥ γράφει ο κ. Σταυρόπουλος: Στο σημείωμά σας ήταν ένα ζήτημα που ενδιαφέρει όλους. [32,405,284,428]
paragraph: Μέχρι πως η Σάρα συνεχίζει μεγάλη σιωπή και πλησίασε ως τη Λώμ Ρέτζις στη Χαρλότ. [32,1485,268,1508]
second-run-cinema-item: ΕΛΛΗΝΙΚΟΝ [990,1131,1052,1142]
anecdote-subtitle: ΕΝΑΣ ΘΕΟΣ ΞΕΡΕΙ [444,419,560,434]
crossword-cell [710,876,735,902]
left-signature: Ὁ Βόρειος [234,1289,284,1302]
crossword-cell [811,1029,837,1054]
problem-text: Αριθμός Πλατανιώτικος κατά 13 και πολλαπλασιαζόμενος επί τον ίδιο. [410,645,594,668]
poetry-title: Η ΠΟΙΗΣΙΣ [410,257,594,277]
